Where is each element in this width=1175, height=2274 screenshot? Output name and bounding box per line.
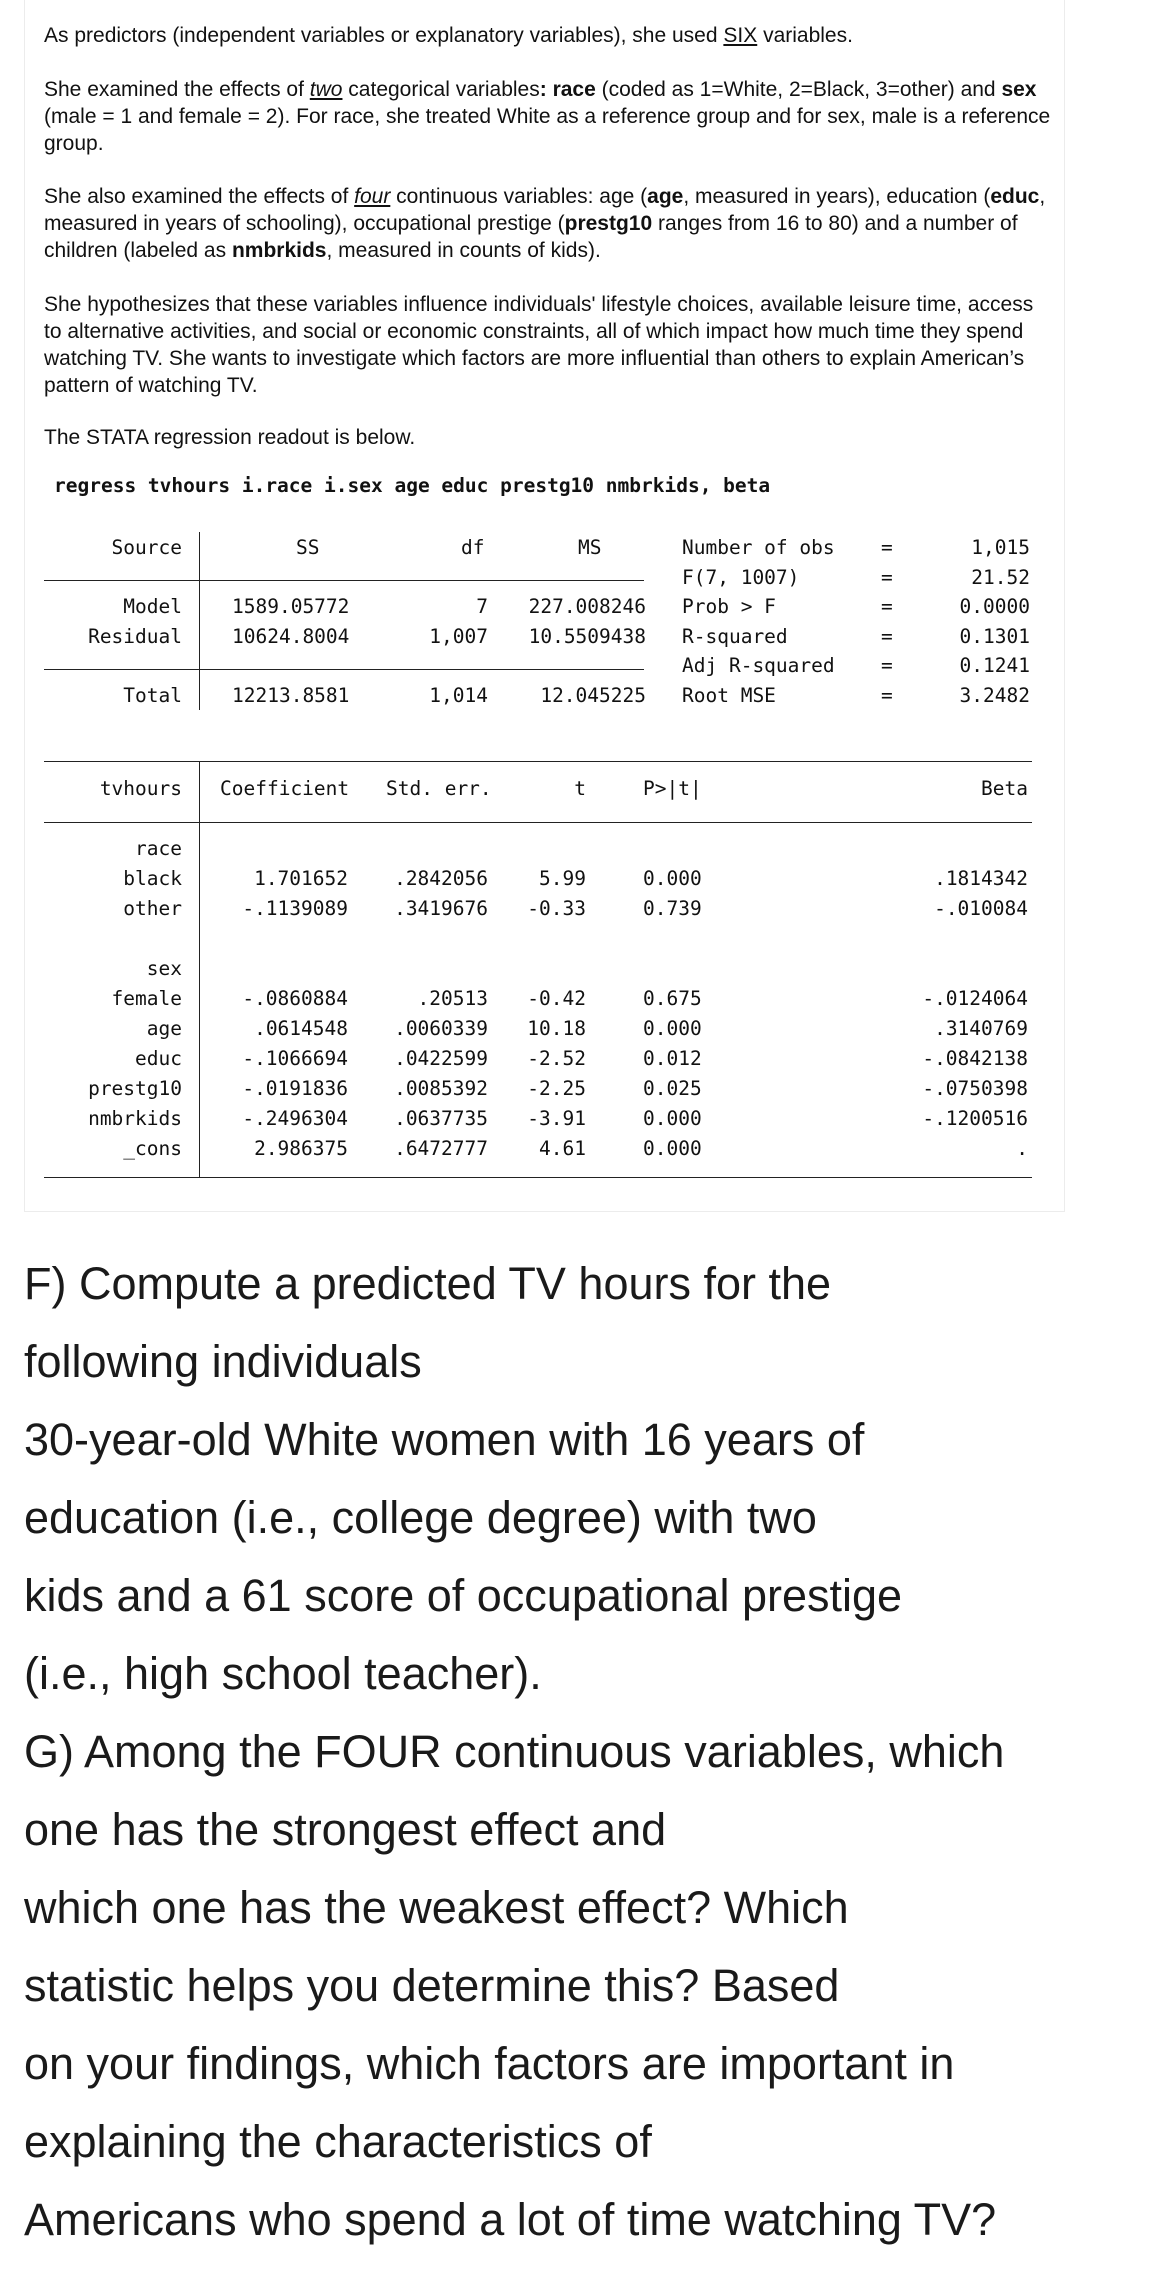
- stat-eq: =: [881, 684, 893, 707]
- coef-vertical-rule: [199, 762, 200, 1178]
- row-coef: -.0860884: [242, 987, 348, 1010]
- row-coef: .0614548: [254, 1017, 348, 1040]
- row-name: black: [123, 867, 182, 890]
- anova-ss-total: 12213.8581: [232, 684, 350, 707]
- row-name: _cons: [123, 1137, 182, 1160]
- stata-command: regress tvhours i.race i.sex age educ prestg10 nmbrkids, beta: [54, 474, 771, 497]
- question-line: education (i.e., college degree) with two: [24, 1492, 817, 1543]
- anova-source-model: Model: [123, 595, 182, 618]
- row-p: 0.025: [643, 1077, 702, 1100]
- stat-value: 0.0000: [959, 595, 1030, 618]
- group-label-sex: sex: [146, 957, 182, 980]
- header-ms: MS: [578, 536, 602, 559]
- question-line: explaining the characteristics of: [24, 2116, 652, 2167]
- stat-label: R-squared: [682, 625, 788, 648]
- coef-top-rule: [44, 761, 1032, 762]
- row-name: female: [111, 987, 182, 1010]
- anova-df-model: 7: [476, 595, 488, 618]
- row-name: age: [146, 1017, 182, 1040]
- header-source: Source: [111, 536, 182, 559]
- header-ss: SS: [296, 536, 320, 559]
- row-se: .0422599: [394, 1047, 488, 1070]
- question-line: kids and a 61 score of occupational prestige: [24, 1570, 903, 1621]
- anova-source-residual: Residual: [88, 625, 182, 648]
- anova-df-residual: 1,007: [429, 625, 488, 648]
- question-line: G) Among the FOUR continuous variables, which: [24, 1726, 1005, 1777]
- row-p: 0.675: [643, 987, 702, 1010]
- header-stderr: Std. err.: [386, 777, 492, 800]
- anova-ss-model: 1589.05772: [232, 595, 350, 618]
- row-name: prestg10: [88, 1077, 182, 1100]
- row-se: .6472777: [394, 1137, 488, 1160]
- anova-ss-residual: 10624.8004: [232, 625, 350, 648]
- anova-vertical-rule: [199, 532, 200, 710]
- anova-divider: [44, 580, 644, 581]
- row-name: other: [123, 897, 182, 920]
- row-t: -0.33: [527, 897, 586, 920]
- question-line: 30-year-old White women with 16 years of: [24, 1414, 865, 1465]
- row-beta: -.0750398: [922, 1077, 1028, 1100]
- stat-value: 0.1241: [959, 654, 1030, 677]
- hypothesis-paragraph: She hypothesizes that these variables influence individuals' lifestyle choices, available leisure time, access to alternative activities, and social or economic constraints, all of which impact how much time they spend watching TV. She wants to investigate which factors are more influential than others to explain American’s pattern of watching TV.: [44, 293, 1034, 397]
- row-beta: .3140769: [934, 1017, 1028, 1040]
- header-depvar: tvhours: [99, 777, 182, 800]
- row-coef: 1.701652: [254, 867, 348, 890]
- coef-header-rule: [44, 822, 1032, 823]
- header-beta: Beta: [981, 777, 1028, 800]
- row-t: -0.42: [527, 987, 586, 1010]
- question-line: on your findings, which factors are important in: [24, 2038, 955, 2089]
- stat-value: 0.1301: [959, 625, 1030, 648]
- stat-label: Prob > F: [682, 595, 776, 618]
- row-t: -2.52: [527, 1047, 586, 1070]
- stat-label: Adj R-squared: [682, 654, 835, 677]
- row-p: 0.000: [643, 1017, 702, 1040]
- row-p: 0.000: [643, 1137, 702, 1160]
- stat-eq: =: [881, 595, 893, 618]
- stat-eq: =: [881, 625, 893, 648]
- row-se: .2842056: [394, 867, 488, 890]
- row-t: -2.25: [527, 1077, 586, 1100]
- row-beta: -.010084: [934, 897, 1028, 920]
- row-p: 0.012: [643, 1047, 702, 1070]
- row-beta: -.0124064: [922, 987, 1028, 1010]
- row-p: 0.739: [643, 897, 702, 920]
- row-se: .0060339: [394, 1017, 488, 1040]
- question-line: one has the strongest effect and: [24, 1804, 667, 1855]
- anova-source-total: Total: [123, 684, 182, 707]
- row-t: 4.61: [539, 1137, 586, 1160]
- row-name: educ: [135, 1047, 182, 1070]
- question-line: Americans who spend a lot of time watching TV?: [24, 2194, 997, 2245]
- stat-label: Root MSE: [682, 684, 776, 707]
- header-p: P>|t|: [643, 777, 702, 800]
- row-coef: -.0191836: [242, 1077, 348, 1100]
- question-line: F) Compute a predicted TV hours for the: [24, 1258, 832, 1309]
- stat-value: 1,015: [971, 536, 1030, 559]
- row-se: .0085392: [394, 1077, 488, 1100]
- stat-label: Number of obs: [682, 536, 835, 559]
- row-coef: -.1139089: [242, 897, 348, 920]
- coef-bottom-rule: [44, 1177, 1032, 1178]
- question-line: (i.e., high school teacher).: [24, 1648, 542, 1699]
- anova-ms-model: 227.008246: [528, 595, 646, 618]
- row-beta: -.1200516: [922, 1107, 1028, 1130]
- row-name: nmbrkids: [88, 1107, 182, 1130]
- row-se: .3419676: [394, 897, 488, 920]
- row-beta: .1814342: [934, 867, 1028, 890]
- row-coef: -.2496304: [242, 1107, 348, 1130]
- stat-eq: =: [881, 654, 893, 677]
- row-p: 0.000: [643, 867, 702, 890]
- anova-divider: [44, 669, 644, 670]
- row-beta: -.0842138: [922, 1047, 1028, 1070]
- row-beta: .: [1016, 1137, 1028, 1160]
- header-df: df: [461, 536, 485, 559]
- row-coef: -.1066694: [242, 1047, 348, 1070]
- row-p: 0.000: [643, 1107, 702, 1130]
- question-line: following individuals: [24, 1336, 422, 1387]
- intro-paragraph: As predictors (independent variables or explanatory variables), she used SIX variables.: [44, 24, 853, 47]
- anova-ms-total: 12.045225: [540, 684, 646, 707]
- continuous-paragraph: She also examined the effects of four continuous variables: age (age, measured in years), education (educ, measured in years of schooling), occupational prestige (prestg10 ranges from 16 to 80) and a number of children (labeled as nmbrkids, measured in counts of kids).: [44, 185, 1046, 262]
- stat-eq: =: [881, 536, 893, 559]
- header-t: t: [574, 777, 586, 800]
- stat-value: 3.2482: [959, 684, 1030, 707]
- stat-label: F(7, 1007): [682, 566, 800, 589]
- anova-ms-residual: 10.5509438: [528, 625, 646, 648]
- stat-eq: =: [881, 566, 893, 589]
- row-t: -3.91: [527, 1107, 586, 1130]
- header-coefficient: Coefficient: [220, 777, 350, 800]
- categorical-paragraph: She examined the effects of two categorical variables: race (coded as 1=White, 2=Black, 3=other) and sex (male = 1 and female = 2). For race, she treated White as a reference group and for sex, male is a reference group.: [44, 78, 1051, 155]
- row-se: .20513: [417, 987, 488, 1010]
- question-line: which one has the weakest effect? Which: [24, 1882, 849, 1933]
- row-se: .0637735: [394, 1107, 488, 1130]
- row-t: 10.18: [527, 1017, 586, 1040]
- stat-value: 21.52: [971, 566, 1030, 589]
- readout-intro: The STATA regression readout is below.: [44, 426, 416, 449]
- six-emphasis: SIX: [723, 24, 758, 47]
- question-line: statistic helps you determine this? Based: [24, 1960, 840, 2011]
- row-t: 5.99: [539, 867, 586, 890]
- group-label-race: race: [135, 837, 182, 860]
- anova-df-total: 1,014: [429, 684, 488, 707]
- row-coef: 2.986375: [254, 1137, 348, 1160]
